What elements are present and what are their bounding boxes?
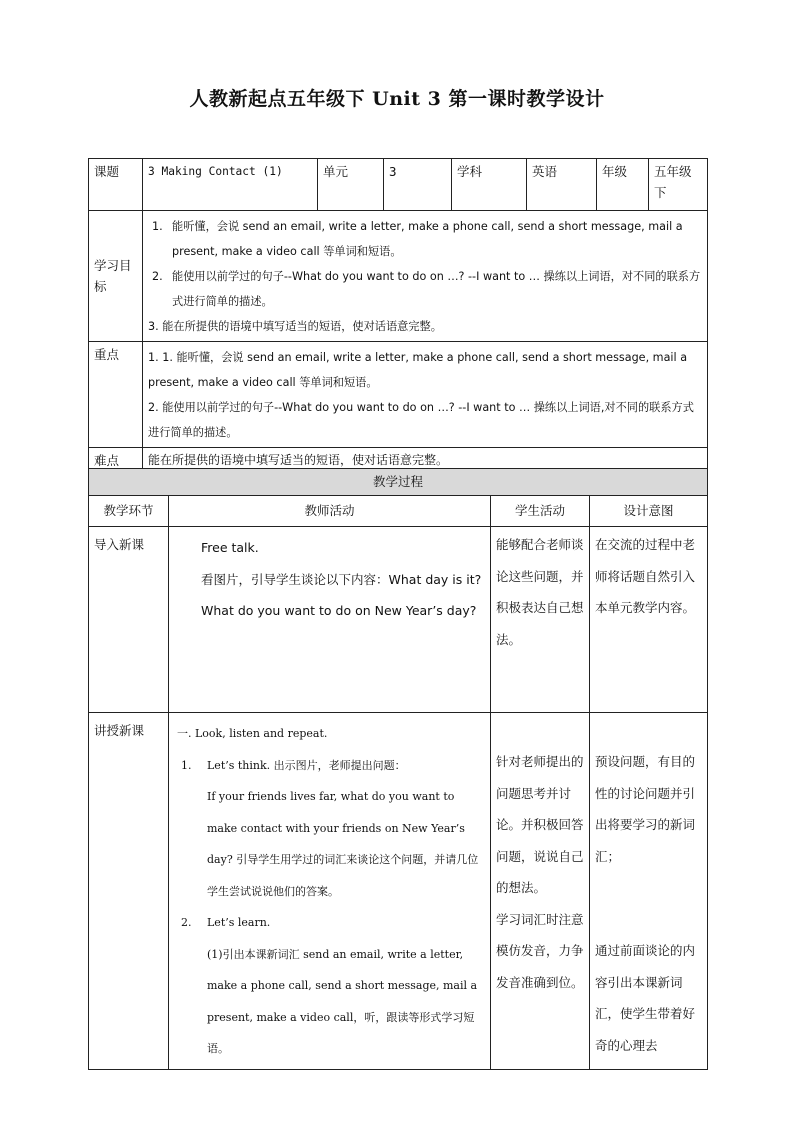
goals-label: 学习目标	[89, 211, 143, 342]
header-intent: 设计意图	[590, 496, 708, 527]
stage-intro: 导入新课	[89, 527, 169, 713]
stage-new: 讲授新课	[89, 713, 169, 1070]
grade-value: 五年级下	[649, 159, 708, 211]
subject-value: 英语	[527, 159, 597, 211]
goals-content	[143, 211, 708, 342]
lesson-info-table	[88, 158, 708, 476]
intent-intro: 在交流的过程中老师将话题自然引入本单元教学内容。	[590, 527, 708, 713]
difficulty-label: 难点	[89, 448, 143, 476]
page-title: 人教新起点五年级下 Unit 3 第一课时教学设计	[189, 88, 605, 110]
goal-item: 2. 能使用以前学过的句子--What do you want to do on …? --I want to … 操练以上词语，对不同的联系方式进行简单的描述。	[152, 270, 701, 308]
teacher-new: 一. Look, listen and repeat. 1. Let’s think. 出示图片，老师提出问题： If your friends lives far, what do you want to make contact with your friends on New Year’s day? 引导学生用学过的词汇来谈论这个问题，并请几位学生尝试说说他们的答案。 2. Let’s learn. (1)引出本课新词汇 send an email, write a letter, make a phone call, send a short message, mail a present, make a video call，听，跟读等形式学习短语。	[169, 713, 491, 1070]
goal-item: 3. 能在所提供的语境中填写适当的短语，使对话语意完整。	[148, 320, 442, 333]
key-label: 重点	[89, 342, 143, 448]
process-title: 教学过程	[89, 469, 708, 496]
key-line: 2. 能使用以前学过的句子--What do you want to do on …? --I want to … 操练以上词语,对不同的联系方式进行简单的描述。	[148, 401, 694, 439]
topic-value: 3 Making Contact (1)	[143, 159, 318, 211]
teaching-process-table	[88, 468, 708, 1070]
subject-label: 学科	[452, 159, 527, 211]
header-student: 学生活动	[491, 496, 590, 527]
unit-value: 3	[384, 159, 452, 211]
header-stage: 教学环节	[89, 496, 169, 527]
teacher-intro: Free talk. 看图片，引导学生谈论以下内容：What day is it? What do you want to do on New Year’s day?	[169, 527, 491, 713]
key-content	[143, 342, 708, 448]
student-intro: 能够配合老师谈论这些问题，并积极表达自己想法。	[491, 527, 590, 713]
header-teacher: 教师活动	[169, 496, 491, 527]
unit-label: 单元	[318, 159, 384, 211]
intent-new: 预设问题，有目的性的讨论问题并引出将要学习的新词汇； 通过前面谈论的内容引出本课新词汇，使学生带着好奇的心理去	[590, 713, 708, 1070]
key-line: 1. 1. 能听懂，会说 send an email, write a letter, make a phone call, send a short message, mail a present, make a video call 等单词和短语。	[148, 351, 688, 389]
grade-label: 年级	[597, 159, 649, 211]
student-new: 针对老师提出的问题思考并讨论。并积极回答问题，说说自己的想法。 学习词汇时注意模仿发音，力争发音准确到位。	[491, 713, 590, 1070]
topic-label: 课题	[89, 159, 143, 211]
goal-item: 1. 能听懂，会说 send an email, write a letter, make a phone call, send a short message, mail a present, make a video call 等单词和短语。	[152, 220, 683, 258]
difficulty-content: 能在所提供的语境中填写适当的短语，使对话语意完整。	[143, 448, 708, 476]
